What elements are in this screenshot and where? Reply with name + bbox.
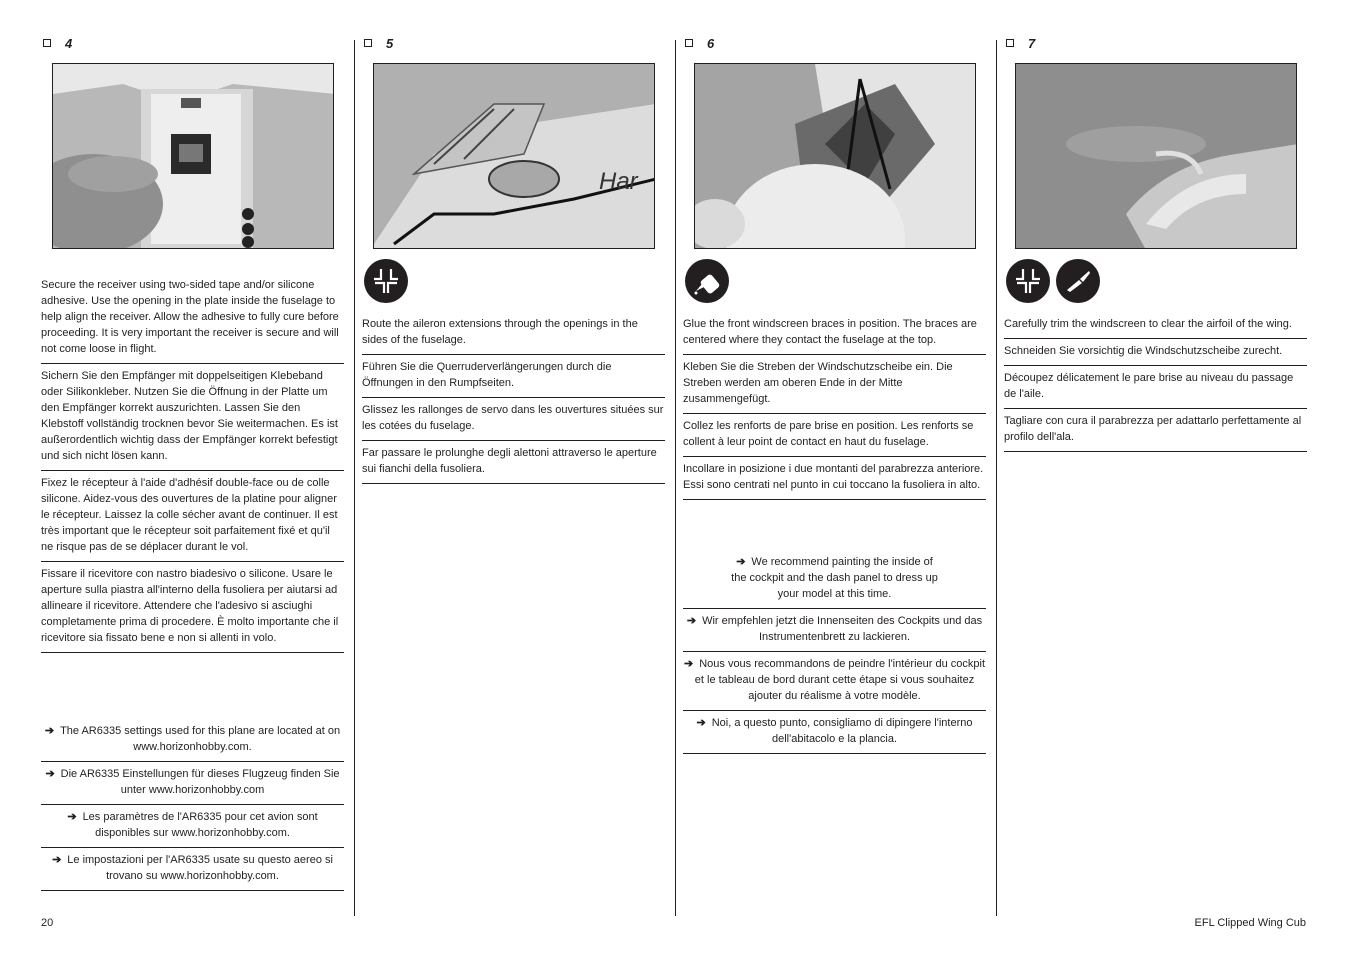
instruction-french: Glissez les rallonges de servo dans les ouvertures situées sur les cotées du fuselage. — [362, 402, 665, 441]
servo-extension-icon — [1006, 259, 1050, 303]
instruction-french: Découpez délicatement le pare brise au niveau du passage de l'aile. — [1004, 370, 1307, 409]
step-photo-receiver — [52, 63, 334, 249]
glue-bottle-icon — [685, 259, 729, 303]
step-checkbox[interactable] — [364, 39, 372, 47]
arrow-icon: ➔ — [696, 717, 706, 729]
step-checkbox[interactable] — [1006, 39, 1014, 47]
instruction-italian: Tagliare con cura il parabrezza per adattarlo perfettamente al profilo dell'ala. — [1004, 413, 1307, 452]
note-italian: ➔ Le impostazioni per l'AR6335 usate su questo aereo si trovano su www.horizonhobby.com. — [41, 852, 344, 891]
arrow-icon: ➔ — [52, 854, 62, 866]
step-photo-trim-windscreen — [1015, 63, 1297, 249]
step-checkbox[interactable] — [43, 39, 51, 47]
column-divider — [996, 40, 997, 916]
note-block — [683, 554, 986, 758]
step-text-block — [362, 316, 665, 488]
instruction-english: Route the aileron extensions through the openings in the sides of the fuselage. — [362, 316, 665, 355]
hobby-knife-icon — [1056, 259, 1100, 303]
step-text-block — [1004, 316, 1307, 456]
instruction-italian: Fissare il ricevitore con nastro biadesivo o silicone. Usare le aperture sulla piastra all'interno della fusoliera per aiutarsi ad allineare il ricevitore. Attendere che l'adesivo si asciughi completamente prima di procedere. È molto importante che il ricevitore sia fissato bene e non si allenti in volo. — [41, 566, 344, 653]
instruction-german: Schneiden Sie vorsichtig die Windschutzscheibe zurecht. — [1004, 343, 1307, 366]
step-checkbox[interactable] — [685, 39, 693, 47]
step-text-block — [41, 277, 344, 657]
instruction-german: Sichern Sie den Empfänger mit doppelseitigen Klebeband oder Silikonkleber. Nutzen Sie die Öffnung in der Platte um den Empfänger korrekt auszurichten. Lassen Sie den Klebstoff vollständig trocknen bevor Sie weitermachen. Es ist außerordentlich wichtig dass der Empfänger korrekt befestigt und sich nicht lösen kann. — [41, 368, 344, 471]
footer-title: EFL Clipped Wing Cub — [1194, 917, 1306, 929]
arrow-icon: ➔ — [67, 811, 77, 823]
step-header — [41, 36, 72, 50]
note-german: ➔ Die AR6335 Einstellungen für dieses Flugzeug finden Sie unter www.horizonhobby.com — [41, 766, 344, 805]
instruction-german: Kleben Sie die Streben der Windschutzscheibe ein. Die Streben werden am oberen Ende in der Mitte zusammengefügt. — [683, 359, 986, 414]
instruction-french: Collez les renforts de pare brise en position. Les renforts se collent à leur point de contact en haut du fuselage. — [683, 418, 986, 457]
step-number: 4 — [65, 35, 73, 51]
instruction-english: Secure the receiver using two-sided tape and/or silicone adhesive. Use the opening in the plate inside the fuselage to help align the receiver. Allow the adhesive to fully cure before proceeding. It is very important the receiver is secure and will not come loose in flight. — [41, 277, 344, 364]
note-block — [41, 723, 344, 895]
column-divider — [675, 40, 676, 916]
step-icons — [1006, 259, 1100, 303]
arrow-icon: ➔ — [45, 768, 55, 780]
step-header — [362, 36, 393, 50]
step-number: 7 — [1028, 35, 1036, 51]
instruction-italian: Incollare in posizione i due montanti del parabrezza anteriore. Essi sono centrati nel punto in cui toccano la fusoliera in alto. — [683, 461, 986, 500]
step-photo-fuselage — [373, 63, 655, 249]
svg-text:Har: Har — [599, 168, 638, 195]
note-french: ➔ Les paramètres de l'AR6335 pour cet avion sont disponibles sur www.horizonhobby.com. — [41, 809, 344, 848]
step-number: 6 — [707, 35, 715, 51]
servo-extension-icon — [364, 259, 408, 303]
instruction-german: Führen Sie die Querruderverlängerungen durch die Öffnungen in den Rumpfseiten. — [362, 359, 665, 398]
step-header — [683, 36, 714, 50]
step-column-5 — [362, 0, 665, 954]
arrow-icon: ➔ — [736, 556, 746, 568]
step-column-4 — [41, 0, 344, 954]
note-german: ➔ Wir empfehlen jetzt die Innenseiten des Cockpits und das Instrumentenbrett zu lackieren. — [683, 613, 986, 652]
step-icons — [685, 259, 729, 303]
step-icons — [364, 259, 408, 303]
note-english: ➔ The AR6335 settings used for this plane are located at on www.horizonhobby.com. — [41, 723, 344, 762]
arrow-icon: ➔ — [44, 725, 55, 737]
step-photo-windscreen-braces — [694, 63, 976, 249]
step-column-6 — [683, 0, 986, 954]
instruction-english: Carefully trim the windscreen to clear the airfoil of the wing. — [1004, 316, 1307, 339]
column-divider — [354, 40, 355, 916]
instruction-french: Fixez le récepteur à l'aide d'adhésif double-face ou de colle silicone. Aidez-vous des ouvertures de la platine pour aligner le récepteur. Laissez la colle sécher avant de continuer. Il est très important que le récepteur soit parfaitement fixé et qu'il ne risque pas de se déplacer durant le vol. — [41, 475, 344, 562]
step-number: 5 — [386, 35, 394, 51]
arrow-icon: ➔ — [686, 615, 697, 627]
instruction-italian: Far passare le prolunghe degli alettoni attraverso le aperture sui fianchi della fusoliera. — [362, 445, 665, 484]
step-header — [1004, 36, 1035, 50]
arrow-icon: ➔ — [683, 658, 694, 670]
step-text-block — [683, 316, 986, 504]
note-french: ➔ Nous vous recommandons de peindre l'intérieur du cockpit et le tableau de bord durant cette étape si vous souhaitez ajouter du réalisme à votre modèle. — [683, 656, 986, 711]
note-italian: ➔ Noi, a questo punto, consigliamo di dipingere l'interno dell'abitacolo e la plancia. — [683, 715, 986, 754]
page-number: 20 — [41, 917, 54, 929]
step-column-7 — [1004, 0, 1307, 954]
note-english: ➔ We recommend painting the inside of the cockpit and the dash panel to dress up your model at this time. — [683, 554, 986, 609]
instruction-english: Glue the front windscreen braces in position. The braces are centered where they contact the fuselage at the top. — [683, 316, 986, 355]
